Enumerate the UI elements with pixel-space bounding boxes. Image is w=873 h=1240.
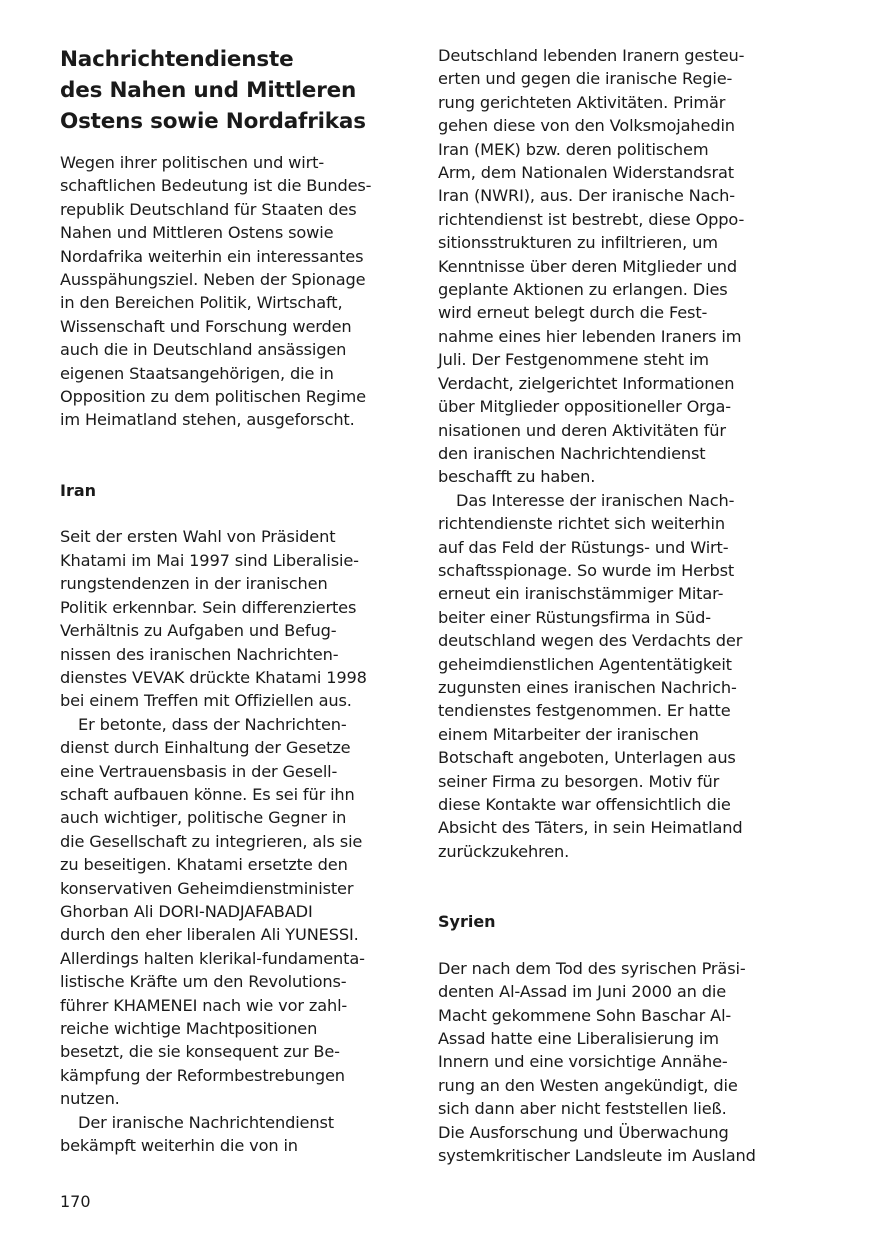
text-line: schaftsspionage. So wurde im Herbst <box>438 560 735 580</box>
text-line: dienstes VEVAK drückte Khatami 1998 <box>60 667 367 687</box>
title-line: des Nahen und Mittleren <box>60 78 357 103</box>
text-line: Er betonte, dass der Nachrichten- <box>78 714 347 734</box>
text-line: Politik erkennbar. Sein differenziertes <box>60 597 357 617</box>
text-line: Der nach dem Tod des syrischen Präsi- <box>438 958 746 978</box>
text-line: auch wichtiger, politische Gegner in <box>60 808 347 828</box>
text-line: seiner Firma zu besorgen. Motiv für <box>438 771 720 791</box>
text-line: kämpfung der Reformbestrebungen <box>60 1065 345 1085</box>
iran-paragraph-3 <box>60 1111 400 1158</box>
section-heading-iran: Iran <box>60 480 97 500</box>
text-line: gehen diese von den Volksmojahedin <box>438 116 735 136</box>
text-line: erten und gegen die iranische Regie- <box>438 69 733 89</box>
text-line: rung gerichteten Aktivitäten. Primär <box>438 92 726 112</box>
text-line: republik Deutschland für Staaten des <box>60 199 357 219</box>
title-line: Ostens sowie Nordafrikas <box>60 109 366 134</box>
page-title <box>60 44 400 137</box>
text-line: deutschland wegen des Verdachts der <box>438 631 743 651</box>
text-line: listische Kräfte um den Revolutions- <box>60 972 347 992</box>
text-line: Botschaft angeboten, Unterlagen aus <box>438 748 736 768</box>
title-line: Nachrichtendienste <box>60 47 294 72</box>
text-line: reiche wichtige Machtpositionen <box>60 1019 318 1038</box>
text-line: führer KHAMENEI nach wie vor zahl- <box>60 995 348 1015</box>
text-line: bekämpft weiterhin die von in <box>60 1136 298 1156</box>
text-line: Khatami im Mai 1997 sind Liberalisie- <box>60 550 359 570</box>
text-line: Die Ausforschung und Überwachung <box>438 1122 729 1142</box>
left-column <box>60 44 400 1157</box>
text-line: sich dann aber nicht feststellen ließ. <box>438 1099 727 1119</box>
text-line: schaftlichen Bedeutung ist die Bundes- <box>60 176 372 196</box>
text-line: Iran (MEK) bzw. deren politischem <box>438 139 709 159</box>
text-line: besetzt, die sie konsequent zur Be- <box>60 1042 340 1062</box>
text-line: Seit der ersten Wahl von Präsident <box>60 527 336 547</box>
text-line: rungstendenzen in der iranischen <box>60 574 328 594</box>
text-line: nisationen und deren Aktivitäten für <box>438 420 726 440</box>
text-line: richtendienste richtet sich weiterhin <box>438 514 725 534</box>
text-line: Der iranische Nachrichtendienst <box>78 1112 334 1132</box>
section-heading-syrien: Syrien <box>438 912 496 932</box>
text-line: richtendienst ist bestrebt, diese Oppo- <box>438 209 745 229</box>
text-line: tendienstes festgenommen. Er hatte <box>438 701 731 721</box>
text-line: zu beseitigen. Khatami ersetzte den <box>60 855 348 875</box>
text-line: sitionsstrukturen zu infiltrieren, um <box>438 233 718 253</box>
text-line: über Mitglieder oppositioneller Orga- <box>438 397 731 417</box>
text-line: beschafft zu haben. <box>438 467 596 487</box>
syrien-paragraph-1 <box>438 957 778 1168</box>
text-line: Nahen und Mittleren Ostens sowie <box>60 223 334 243</box>
text-line: systemkritischer Landsleute im Ausland <box>438 1146 756 1166</box>
text-line: Nordafrika weiterhin ein interessantes <box>60 246 364 266</box>
text-line: bei einem Treffen mit Offiziellen aus. <box>60 691 352 711</box>
text-line: auch die in Deutschland ansässigen <box>60 340 347 360</box>
text-line: nissen des iranischen Nachrichten- <box>60 644 339 664</box>
text-line: Ausspähungsziel. Neben der Spionage <box>60 270 366 290</box>
text-line: einem Mitarbeiter der iranischen <box>438 724 699 744</box>
text-line: konservativen Geheimdienstminister <box>60 878 354 898</box>
text-line: denten Al-Assad im Juni 2000 an die <box>438 982 727 1002</box>
text-line: Verhältnis zu Aufgaben und Befug- <box>60 621 337 641</box>
text-line: Innern und eine vorsichtige Annähe- <box>438 1052 728 1072</box>
text-line: Juli. Der Festgenommene steht im <box>438 350 709 370</box>
text-line: diese Kontakte war offensichtlich die <box>438 795 731 814</box>
text-line: durch den eher liberalen Ali YUNESSI. <box>60 925 359 945</box>
text-line: Opposition zu dem politischen Regime <box>60 387 366 407</box>
text-line: zugunsten eines iranischen Nachrich- <box>438 677 737 697</box>
page-number: 170 <box>60 1192 91 1211</box>
text-line: nahme eines hier lebenden Iraners im <box>438 326 742 346</box>
right-column <box>438 44 778 1167</box>
iran-paragraph-3-continued <box>438 44 778 489</box>
text-line: Macht gekommene Sohn Baschar Al- <box>438 1005 732 1025</box>
text-line: den iranischen Nachrichtendienst <box>438 443 706 463</box>
text-line: Absicht des Täters, in sein Heimatland <box>438 818 743 838</box>
text-line: Wissenschaft und Forschung werden <box>60 316 352 336</box>
text-line: geplante Aktionen zu erlangen. Dies <box>438 280 728 300</box>
text-line: erneut ein iranischstämmiger Mitar- <box>438 584 724 604</box>
text-line: dienst durch Einhaltung der Gesetze <box>60 738 351 758</box>
text-line: eine Vertrauensbasis in der Gesell- <box>60 761 338 781</box>
text-line: wird erneut belegt durch die Fest- <box>438 303 708 323</box>
iran-paragraph-1 <box>60 525 400 712</box>
iran-paragraph-2 <box>60 713 400 1111</box>
text-line: beiter einer Rüstungsfirma in Süd- <box>438 607 711 627</box>
text-line: Das Interesse der iranischen Nach- <box>456 490 735 510</box>
text-line: in den Bereichen Politik, Wirtschaft, <box>60 293 343 313</box>
text-line: Kenntnisse über deren Mitglieder und <box>438 256 738 276</box>
text-line: Allerdings halten klerikal-fundamenta- <box>60 948 365 968</box>
text-line: Arm, dem Nationalen Widerstandsrat <box>438 163 734 183</box>
text-line: schaft aufbauen könne. Es sei für ihn <box>60 784 355 804</box>
text-line: auf das Feld der Rüstungs- und Wirt- <box>438 537 729 557</box>
text-line: Verdacht, zielgerichtet Informationen <box>438 373 735 393</box>
intro-paragraph <box>60 151 400 432</box>
text-line: Assad hatte eine Liberalisierung im <box>438 1029 719 1049</box>
text-line: nutzen. <box>60 1089 120 1109</box>
text-line: Wegen ihrer politischen und wirt- <box>60 153 325 172</box>
text-line: zurückzukehren. <box>438 841 570 861</box>
text-line: Iran (NWRI), aus. Der iranische Nach- <box>438 186 735 206</box>
iran-paragraph-4 <box>438 489 778 864</box>
text-line: rung an den Westen angekündigt, die <box>438 1075 738 1095</box>
text-line: im Heimatland stehen, ausgeforscht. <box>60 410 355 430</box>
text-line: eigenen Staatsangehörigen, die in <box>60 363 334 383</box>
text-line: die Gesellschaft zu integrieren, als sie <box>60 831 363 851</box>
text-line: geheimdienstlichen Agententätigkeit <box>438 654 732 674</box>
text-line: Ghorban Ali DORI-NADJAFABADI <box>60 901 313 921</box>
text-line: Deutschland lebenden Iranern gesteu- <box>438 46 745 65</box>
